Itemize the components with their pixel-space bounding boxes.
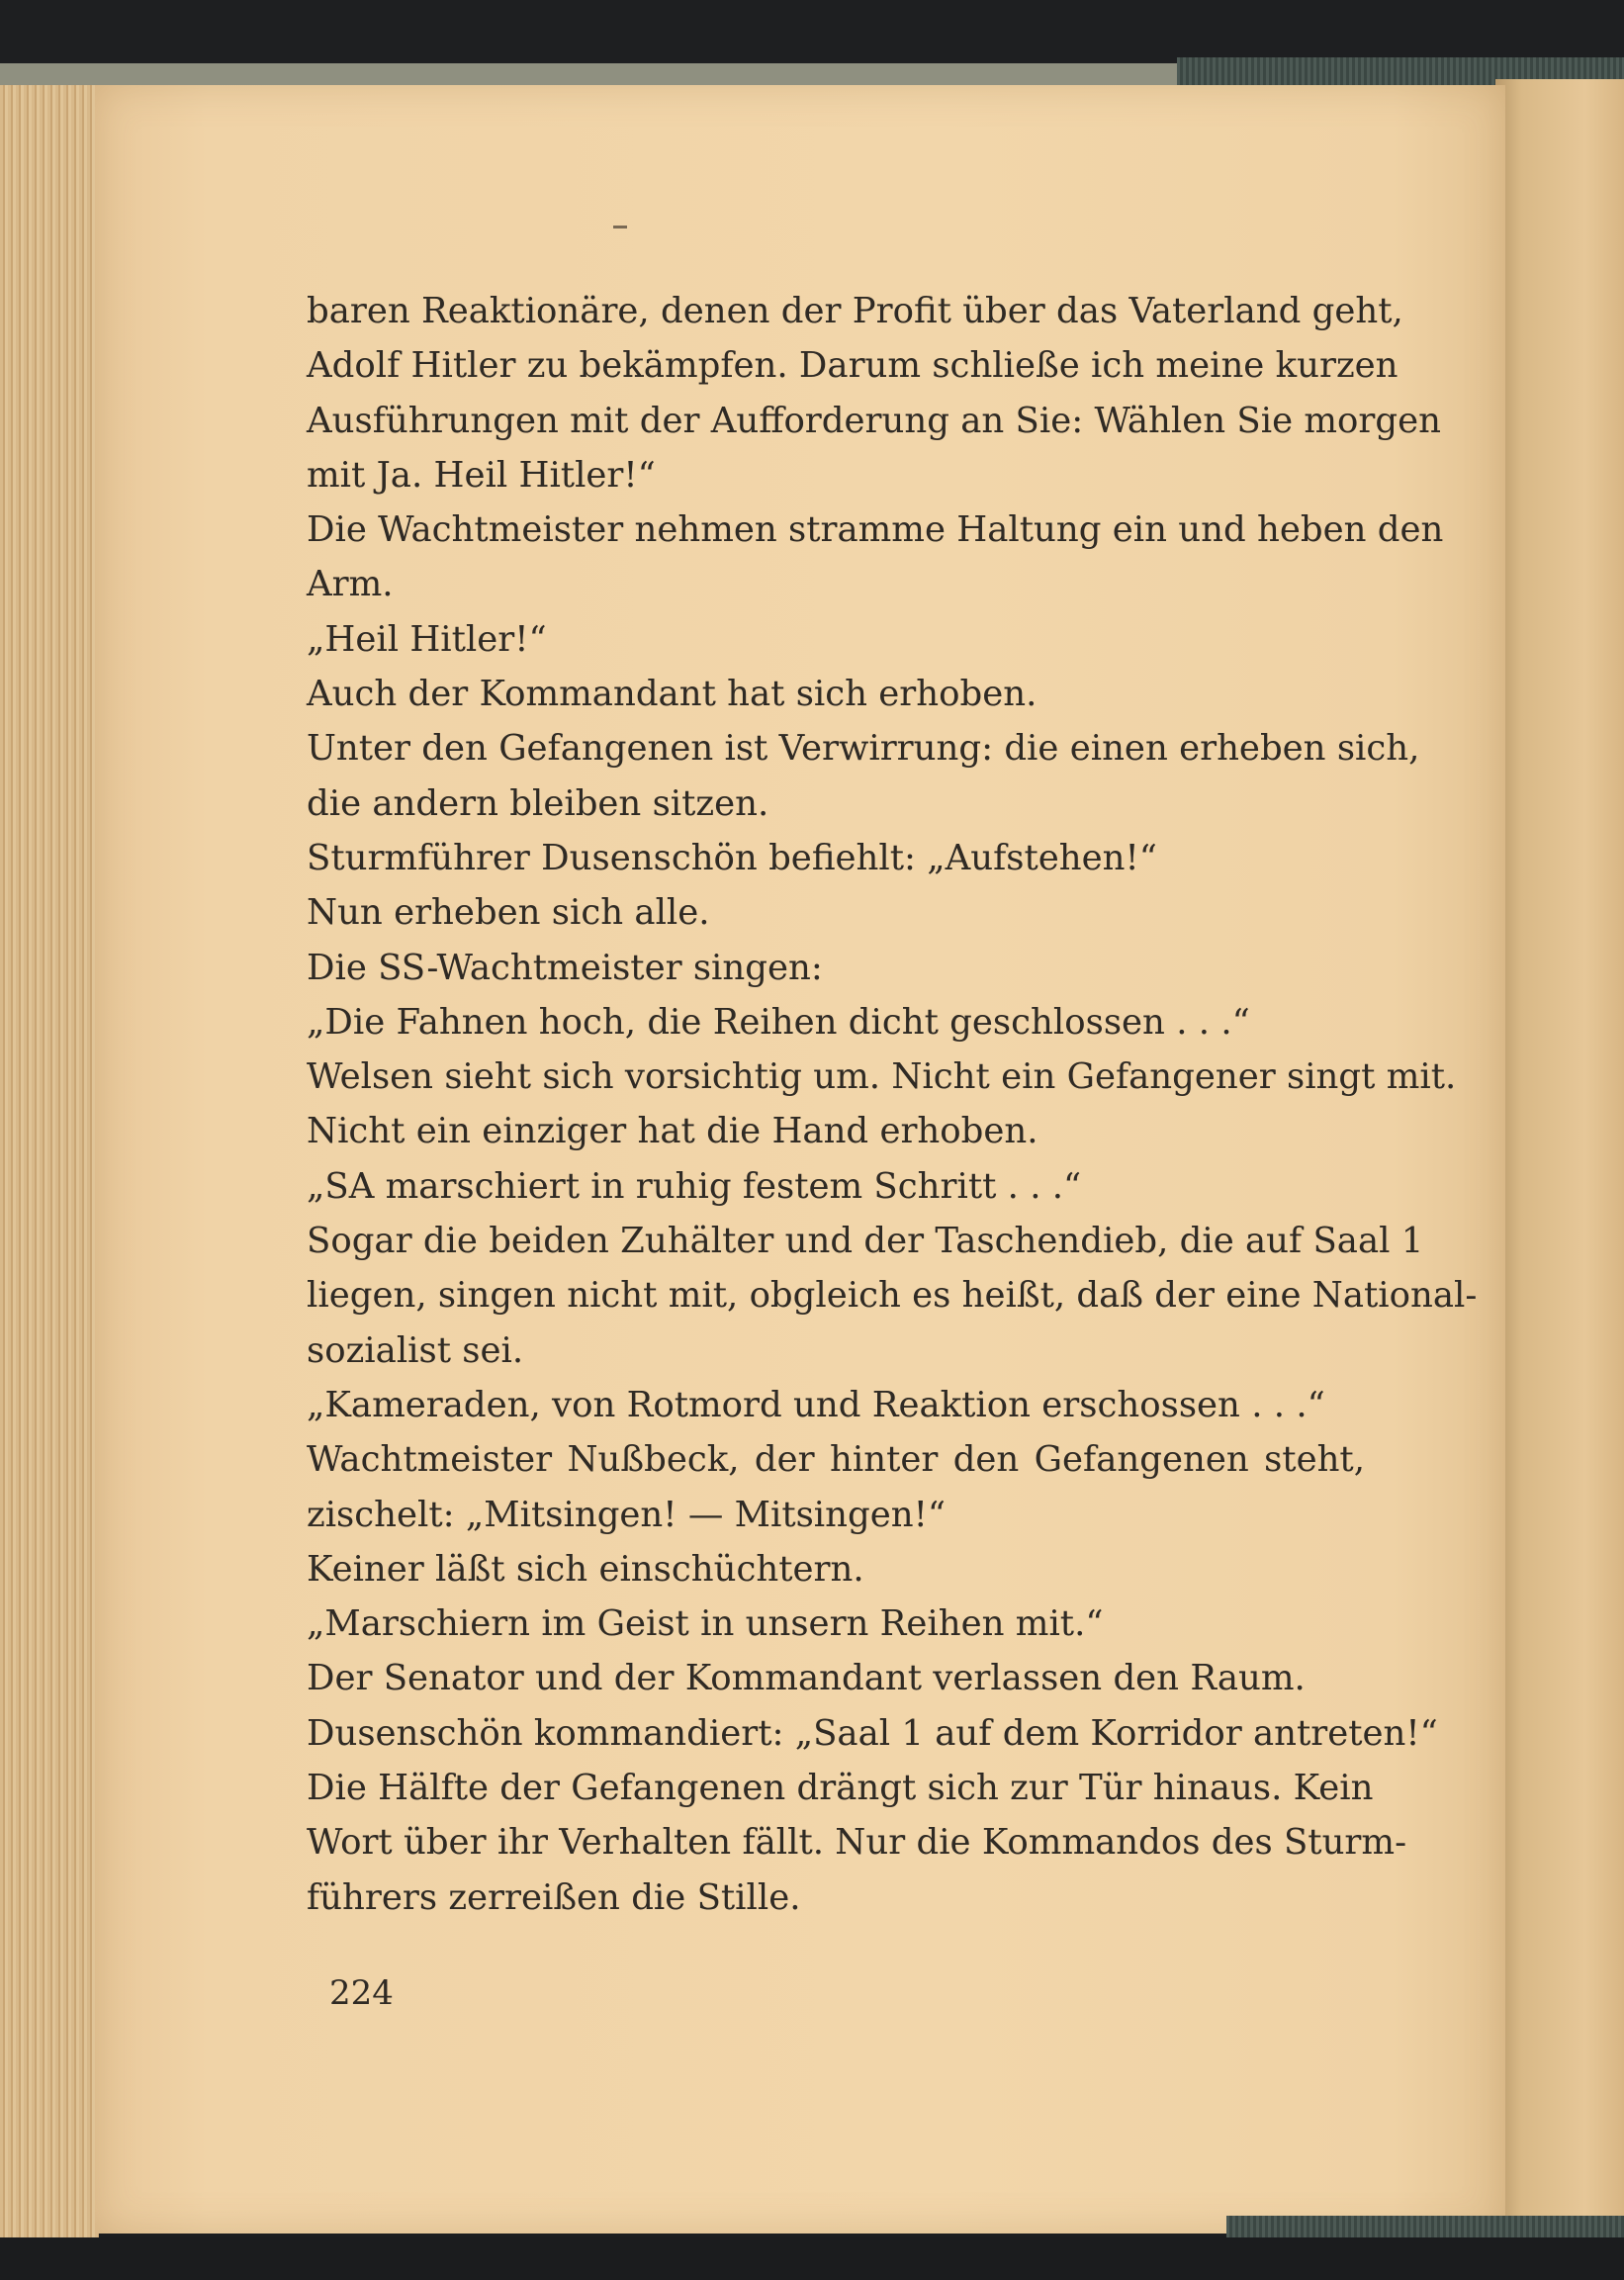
- page-number: 224: [329, 1973, 394, 2013]
- text-line: Unter den Gefangenen ist Verwirrung: die einen erheben sich,: [307, 728, 1420, 770]
- text-line: „SA marschiert in ruhig festem Schritt . . .“: [307, 1165, 1082, 1207]
- text-line: Sturmführer Dusenschön befiehlt: „Aufstehen!“: [307, 837, 1157, 878]
- text-line: mit Ja. Heil Hitler!“: [307, 454, 656, 496]
- text-line: Dusenschön kommandiert: „Saal 1 auf dem Korridor antreten!“: [307, 1712, 1438, 1754]
- text-line: baren Reaktionäre, denen der Profit über das Vaterland geht,: [307, 291, 1403, 331]
- text-line: führers zerreißen die Stille.: [307, 1876, 801, 1918]
- text-line: die andern bleiben sitzen.: [307, 782, 769, 824]
- text-line: Wachtmeister Nußbeck, der hinter den Gefangenen steht,: [307, 1439, 1365, 1481]
- text-line: liegen, singen nicht mit, obgleich es heißt, daß der eine National-: [307, 1275, 1478, 1317]
- text-line: sozialist sei.: [307, 1329, 524, 1371]
- text-line: Wort über ihr Verhalten fällt. Nur die Kommandos des Sturm-: [307, 1822, 1407, 1864]
- book-cover-edge: [0, 63, 1226, 87]
- text-line: „Die Fahnen hoch, die Reihen dicht geschlossen . . .“: [307, 1001, 1250, 1043]
- top-mark: [613, 226, 627, 228]
- text-line: Nicht ein einziger hat die Hand erhoben.: [307, 1111, 1038, 1152]
- text-line: Welsen sieht sich vorsichtig um. Nicht ein Gefangener singt mit.: [307, 1056, 1457, 1098]
- background-bottom: [0, 2237, 1624, 2280]
- page-stack-edge: [0, 85, 99, 2241]
- text-line: „Marschiern im Geist in unsern Reihen mit.“: [307, 1603, 1104, 1645]
- facing-page-edge: [1495, 79, 1624, 2216]
- text-line: „Kameraden, von Rotmord und Reaktion erschossen . . .“: [307, 1384, 1325, 1425]
- text-line: Die Hälfte der Gefangenen drängt sich zur Tür hinaus. Kein: [307, 1768, 1374, 1809]
- text-line: Adolf Hitler zu bekämpfen. Darum schließe ich meine kurzen: [307, 345, 1398, 387]
- page-text: [307, 284, 1478, 1925]
- text-line: Nun erheben sich alle.: [307, 892, 710, 934]
- text-line: Sogar die beiden Zuhälter und der Taschendieb, die auf Saal 1: [307, 1221, 1424, 1262]
- text-line: Auch der Kommandant hat sich erhoben.: [307, 674, 1038, 715]
- text-line: Die Wachtmeister nehmen stramme Haltung ein und heben den: [307, 509, 1444, 551]
- text-line: „Heil Hitler!“: [307, 618, 547, 660]
- text-line: Die SS-Wachtmeister singen:: [307, 947, 823, 988]
- text-line: Keiner läßt sich einschüchtern.: [307, 1548, 864, 1590]
- text-line: zischelt: „Mitsingen! — Mitsingen!“: [307, 1494, 947, 1535]
- text-line: Ausführungen mit der Aufforderung an Sie: Wählen Sie morgen: [307, 400, 1441, 441]
- text-line: Der Senator und der Kommandant verlassen den Raum.: [307, 1658, 1306, 1699]
- text-line: Arm.: [307, 564, 394, 605]
